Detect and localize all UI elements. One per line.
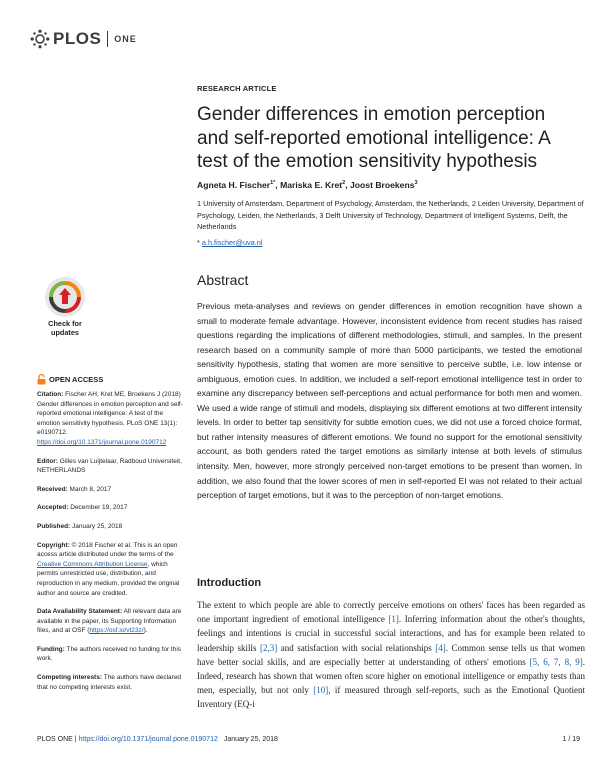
accepted-date: Accepted: December 19, 2017 [37,504,128,512]
funding: Funding: The authors received no funding for this work. [37,645,182,663]
page-number: 1 / 19 [562,736,580,743]
page-footer [37,736,580,743]
check-for-updates-badge[interactable] [37,277,93,343]
footer-separator: | [74,736,77,743]
received-date: Received: March 8, 2017 [37,485,112,493]
footer-doi-link[interactable]: https://doi.org/10.1371/journal.pone.0190712 [78,736,218,743]
introduction-body: The extent to which people are able to correctly perceive emotions on others' faces has been regarded as one important ingredient of emotional intelligence [1]. Inferring information about the other's thoughts, feelings and intentions is crucial in successful social interactions, and has for example been related to leadership skills [2,3] and satisfaction with social relationships [4]. Common sense tells us that women have better social skills, and are especially better at understanding of others' emotions [5, 6, 7, 8, 9]. Indeed, research has shown that women often score higher on emotional intelligence or empathy tests than men, especially, but not only [10], if measured through self-reports, such as the Emotional Quotient Inventory (EQ-i [197,600,585,710]
open-access-label: OPEN ACCESS [37,374,103,385]
author-affiliation-marker: 3 [414,180,418,187]
check-updates-icon [45,277,85,317]
logo-wordmark: PLOS [53,29,102,48]
footer-date: January 25, 2018 [223,736,278,743]
author-affiliation-marker: 2 [342,180,346,187]
article-title: Gender differences in emotion perception and self-reported emotional intelligence: A test of the emotion sensitivity hypothesis [197,104,550,172]
citation-ref-link[interactable]: [2,3] [260,642,278,653]
plos-logo[interactable] [30,28,137,50]
footer-journal: PLOS ONE [37,736,73,743]
author-affiliation-marker: 1* [270,180,276,187]
corresponding-email [197,238,262,247]
abstract-heading: Abstract [197,272,249,288]
open-lock-icon [37,374,46,385]
logo-divider [107,31,108,47]
citation-ref-link[interactable]: [10] [313,685,329,696]
author-list: Agneta H. Fischer$^{1*}$, Mariska E. Kret$^2$, Joost Broekens$^3$ [197,180,418,190]
editor: Editor: Gilles van Luijtelaar, Radboud Universiteit, NETHERLANDS [37,457,182,475]
footer-left [37,736,278,743]
citation: Citation: Fischer AH, Kret ME, Broekens J (2018) Gender differences in emotion perception and self-reported emotional intelligence: A test of the emotion sensitivity hypothesis. PLoS ONE 13(1): e0190712. https://doi.org/10.1371/journal.pone.0190712 [37,391,183,446]
email-marker: * [197,238,200,247]
citation-ref-link[interactable]: [5, 6, 7, 8, 9] [529,656,583,667]
published-date: Published: January 25, 2018 [37,522,123,530]
osf-link[interactable]: https://osf.io/vt23z/ [89,627,144,635]
data-availability: Data Availability Statement: All relevant data are available in the paper, its Supporting Information files, and at OSF (https://osf.io/vt23z/). [37,608,182,635]
author-name[interactable]: Joost Broekens [350,180,415,190]
citation-ref-link[interactable]: [1] [388,614,399,625]
journal-name: ONE [114,34,137,44]
author-name[interactable]: Agneta H. Fischer [197,180,271,190]
author-name[interactable]: Mariska E. Kret [280,180,343,190]
article-type: RESEARCH ARTICLE [197,84,277,93]
affiliations: 1 University of Amsterdam, Department of Psychology, Amsterdam, the Netherlands, 2 Leiden University, Department of Psychology, Leiden, the Netherlands, 3 Delft University of Technology, Department of Intelligent Systems, Delft, the Netherlands [197,199,584,231]
license-link[interactable]: Creative Commons Attribution License [37,560,148,568]
introduction-heading: Introduction [197,577,262,589]
email-link[interactable]: a.h.fischer@uva.nl [201,238,263,247]
abstract-body: Previous meta-analyses and reviews on gender differences in emotion recognition have shown a small to moderate female advantage. However, inconsistent evidence from recent studies has raised questions regarding the implications of different methodologies, stimuli, and samples. In the present research based on a community sample of more than 5000 participants, we tested the emotional sensitivity hypothesis, stating that women are more sensitive to perceive subtle, i.e. low intense or ambiguous, emotion cues. In addition, we included a self-report emotional intelligence test in order to examine any discrepancy between self-perceptions and actual performance for both men and women. We used a wide range of stimuli and models, displaying six different emotions at two different intensity levels. In order to better tap sensitivity for subtle emotion cues, we did not use a forced choice format, but rather intensity measures of different emotions. We found no support for the emotional sensitivity account, as both genders rated the target emotions as similarly intense at both levels of stimulus intensity. Men, however, more strongly perceived non-target emotions to be present than women. In addition, we also found that the lower scores of men in self-reported EI was not related to their actual perception of target emotions, but it was to the perception of non-target emotions. [197,301,582,501]
citation-doi-link[interactable]: https://doi.org/10.1371/journal.pone.0190712 [37,438,167,446]
copyright: Copyright: © 2018 Fischer et al. This is an open access article distributed under the terms of the Creative Commons Attribution License, which permits unrestricted use, distribution, and reproduction in any medium, provided the original author and source are credited. [37,541,180,597]
check-updates-label: Check for updates [48,319,82,337]
competing-interests: Competing interests: The authors have declared that no competing interests exist. [37,674,182,691]
plos-dots-icon [30,29,50,49]
article-sidebar [37,390,185,701]
citation-ref-link[interactable]: [4] [435,642,446,653]
